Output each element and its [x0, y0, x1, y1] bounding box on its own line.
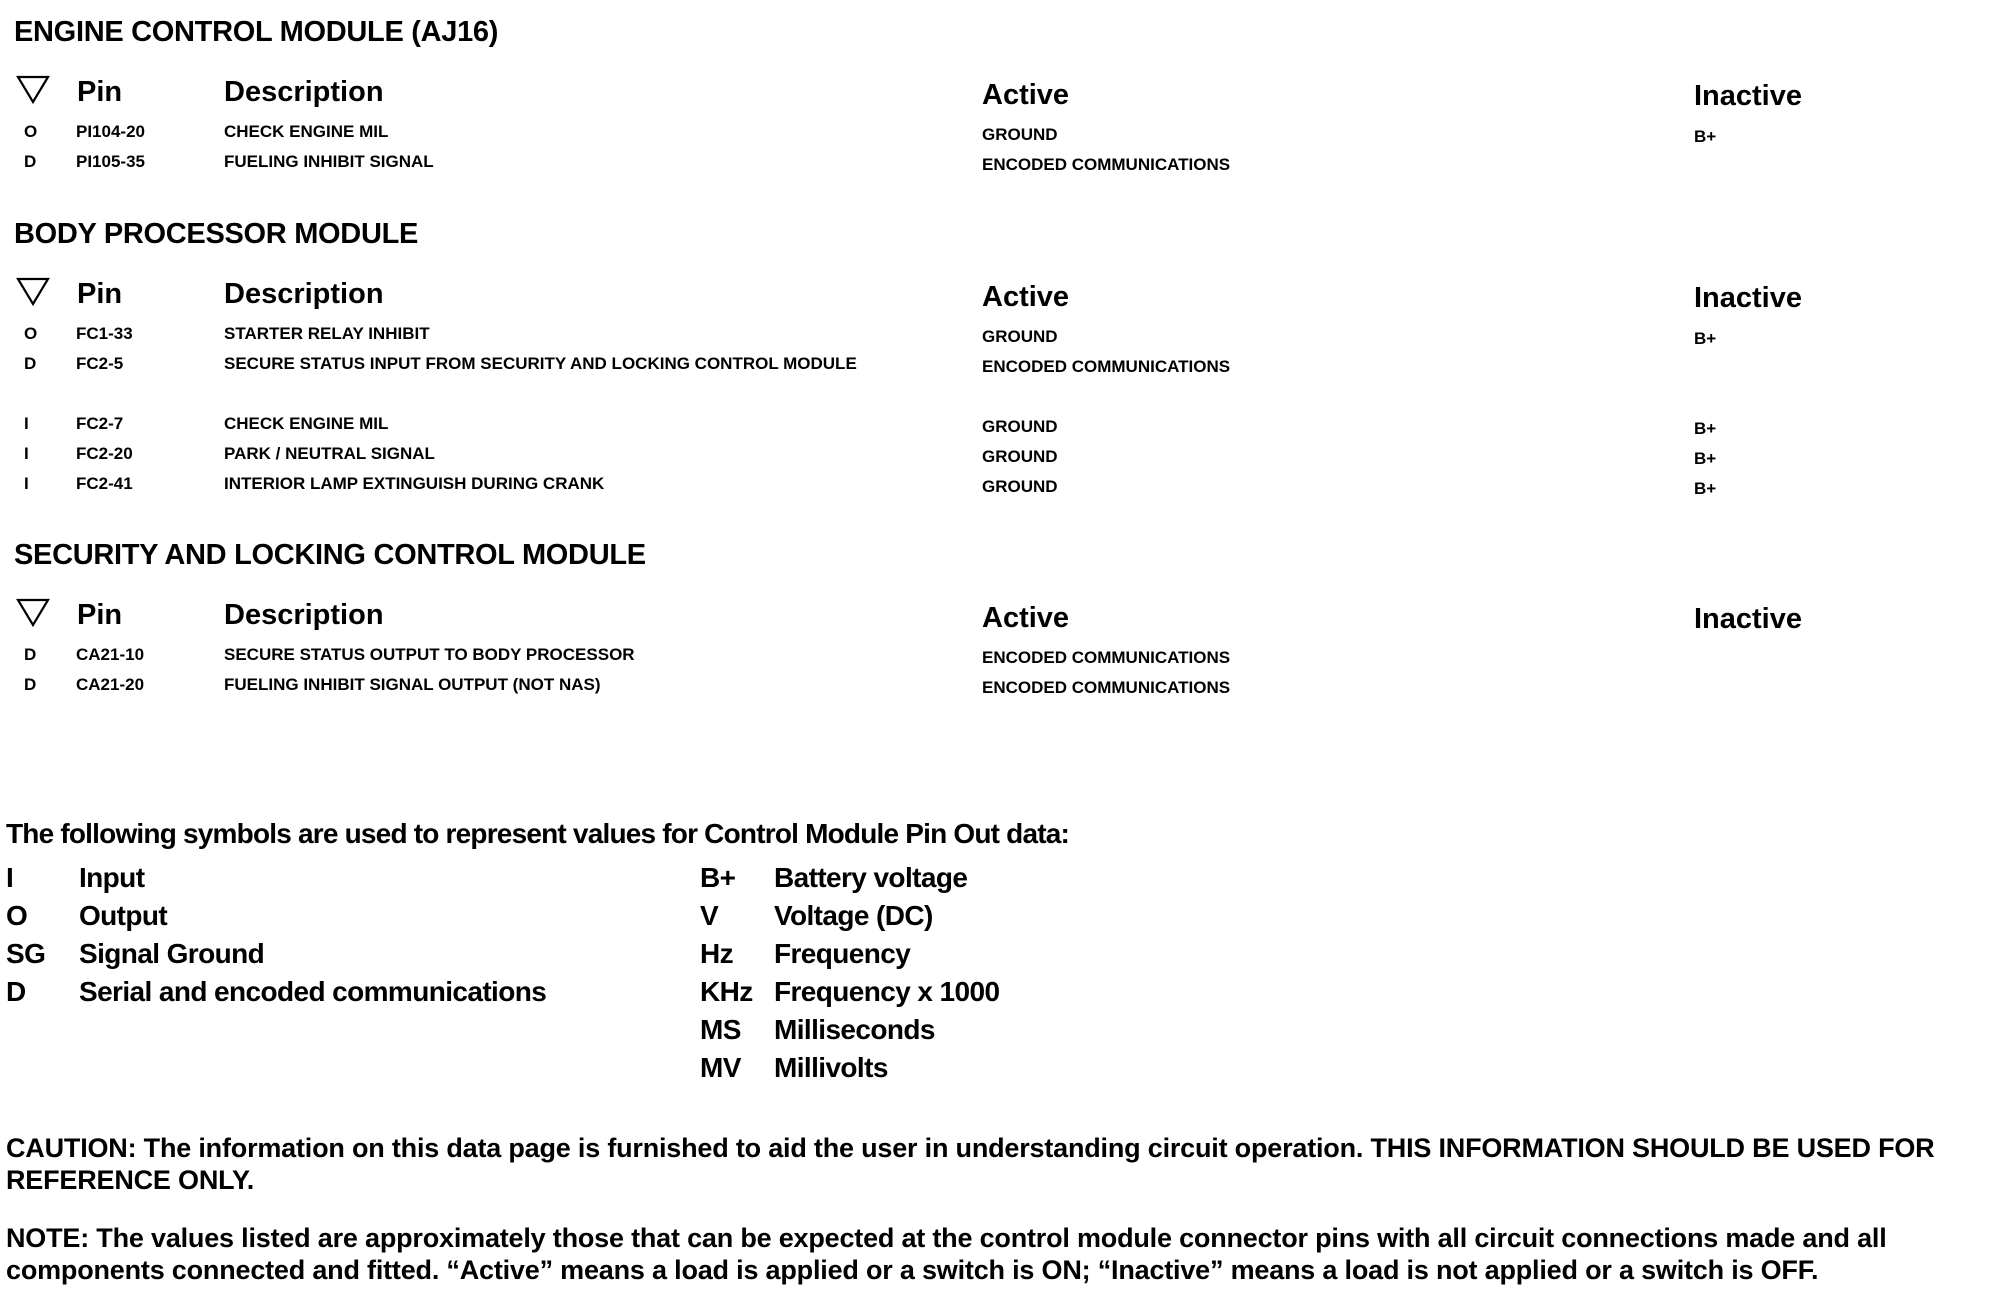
legend-symbol: D	[6, 976, 26, 1007]
header-inactive: Inactive	[1694, 603, 1802, 635]
legend-meaning: Serial and encoded communications	[79, 976, 547, 1007]
table-row	[0, 122, 2008, 150]
header-description: Description	[224, 76, 384, 108]
legend-symbol: I	[6, 862, 14, 893]
header-pin: Pin	[77, 599, 123, 631]
legend-meaning: Input	[79, 862, 145, 893]
pin-type: O	[24, 122, 38, 141]
table-header	[0, 68, 2008, 112]
pin-id: FC2-41	[76, 474, 133, 493]
legend-symbol: V	[700, 900, 719, 931]
pin-description: INTERIOR LAMP EXTINGUISH DURING CRANK	[224, 474, 605, 493]
header-description: Description	[224, 599, 384, 631]
pin-type: D	[24, 645, 37, 664]
table-row	[0, 444, 2008, 472]
table-row	[0, 414, 2008, 442]
down-triangle-icon	[16, 276, 50, 306]
legend-meaning: Signal Ground	[79, 938, 265, 969]
pin-description: CHECK ENGINE MIL	[224, 122, 389, 141]
legend-meaning: Milliseconds	[774, 1014, 935, 1045]
pin-inactive: B+	[1694, 127, 1717, 146]
pin-active: ENCODED COMMUNICATIONS	[982, 678, 1231, 697]
pin-description: FUELING INHIBIT SIGNAL OUTPUT (NOT NAS)	[224, 675, 601, 694]
pin-active: GROUND	[982, 477, 1058, 496]
pin-inactive: B+	[1694, 449, 1717, 468]
pin-active: GROUND	[982, 417, 1058, 436]
pin-inactive: B+	[1694, 329, 1717, 348]
pin-inactive: B+	[1694, 419, 1717, 438]
pin-id: FC2-20	[76, 444, 133, 463]
section-title: ENGINE CONTROL MODULE (AJ16)	[14, 16, 499, 48]
legend-symbol: O	[6, 900, 28, 931]
legend-meaning: Frequency x 1000	[774, 976, 1000, 1007]
pin-description: CHECK ENGINE MIL	[224, 414, 389, 433]
pin-type: I	[24, 414, 29, 433]
pin-description: STARTER RELAY INHIBIT	[224, 324, 430, 343]
section-title: BODY PROCESSOR MODULE	[14, 218, 419, 250]
pin-active: GROUND	[982, 447, 1058, 466]
header-pin: Pin	[77, 278, 123, 310]
pin-id: CA21-10	[76, 645, 145, 664]
pin-description: SECURE STATUS OUTPUT TO BODY PROCESSOR	[224, 645, 635, 664]
legend-intro: The following symbols are used to represent values for Control Module Pin Out data:	[6, 818, 1070, 849]
table-row	[0, 324, 2008, 352]
pin-active: ENCODED COMMUNICATIONS	[982, 155, 1231, 174]
pin-description: FUELING INHIBIT SIGNAL	[224, 152, 434, 171]
pin-active: GROUND	[982, 327, 1058, 346]
down-triangle-icon	[16, 597, 50, 627]
header-active: Active	[982, 281, 1070, 313]
pin-id: FC2-7	[76, 414, 124, 433]
legend-symbol: MS	[700, 1014, 741, 1045]
header-pin: Pin	[77, 76, 123, 108]
table-header	[0, 270, 2008, 314]
caution-text: CAUTION: The information on this data page is furnished to aid the user in understanding circuit operation. THIS INFORMATION SHOULD BE USED FOR REFERENCE ONLY.	[6, 1133, 1935, 1195]
table-header	[0, 591, 2008, 635]
pin-id: FC2-5	[76, 354, 124, 373]
header-active: Active	[982, 602, 1070, 634]
table-row	[0, 675, 2008, 703]
note-text: NOTE: The values listed are approximately those that can be expected at the control module connector pins with all circuit connections made and all components connected and fitted. “Active” means a load is applied or a switch is ON; “Inactive” means a load is not applied or a switch is OFF.	[6, 1223, 1887, 1285]
pin-type: D	[24, 354, 37, 373]
header-active: Active	[982, 79, 1070, 111]
legend-meaning: Voltage (DC)	[774, 900, 933, 931]
legend-symbol: SG	[6, 938, 46, 969]
legend-symbol: MV	[700, 1052, 741, 1083]
pin-active: GROUND	[982, 125, 1058, 144]
pin-inactive: B+	[1694, 479, 1717, 498]
legend-meaning: Output	[79, 900, 168, 931]
pin-id: PI105-35	[76, 152, 145, 171]
legend-meaning: Millivolts	[774, 1052, 888, 1083]
legend-meaning: Battery voltage	[774, 862, 968, 893]
pin-active: ENCODED COMMUNICATIONS	[982, 648, 1231, 667]
header-description: Description	[224, 278, 384, 310]
pin-type: D	[24, 675, 37, 694]
pin-type: I	[24, 444, 29, 463]
pin-type: D	[24, 152, 37, 171]
legend-symbol: B+	[700, 862, 736, 893]
down-triangle-icon	[16, 74, 50, 104]
header-inactive: Inactive	[1694, 282, 1802, 314]
pin-id: FC1-33	[76, 324, 133, 343]
pin-description: PARK / NEUTRAL SIGNAL	[224, 444, 435, 463]
pin-id: CA21-20	[76, 675, 145, 694]
pin-type: I	[24, 474, 29, 493]
table-row	[0, 474, 2008, 502]
legend-meaning: Frequency	[774, 938, 911, 969]
section-title: SECURITY AND LOCKING CONTROL MODULE	[14, 539, 646, 571]
pin-active: ENCODED COMMUNICATIONS	[982, 357, 1231, 376]
table-row	[0, 645, 2008, 673]
legend-symbol: KHz	[700, 976, 753, 1007]
table-row	[0, 152, 2008, 180]
header-inactive: Inactive	[1694, 80, 1802, 112]
pin-id: PI104-20	[76, 122, 145, 141]
legend-symbol: Hz	[700, 938, 734, 969]
pin-type: O	[24, 324, 38, 343]
pin-description: SECURE STATUS INPUT FROM SECURITY AND LOCKING CONTROL MODULE	[224, 354, 857, 373]
table-row	[0, 354, 2008, 382]
